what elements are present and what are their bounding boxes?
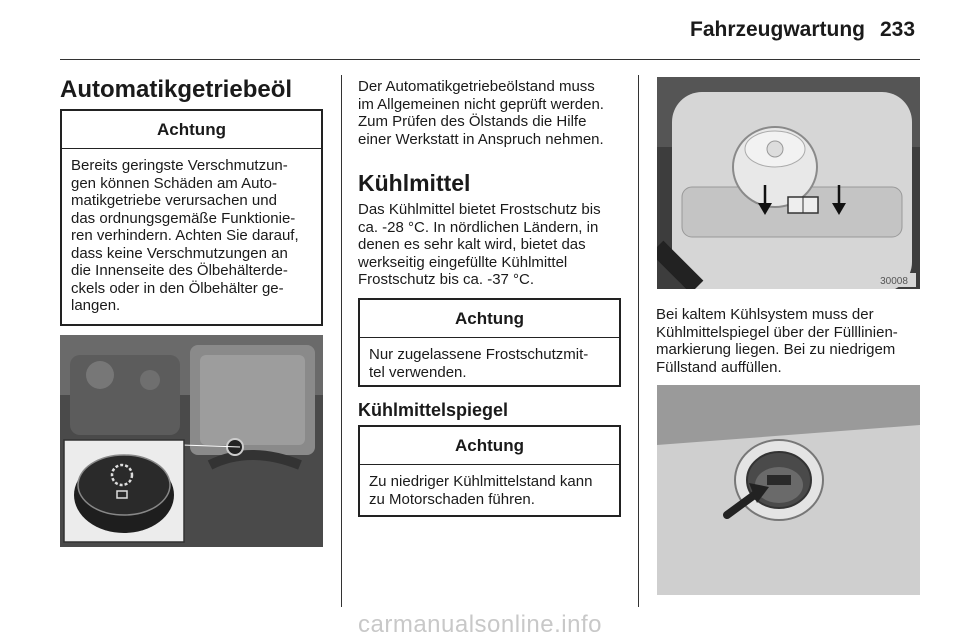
coolant-fill-neck-photo — [657, 385, 920, 595]
coolant-reservoir-photo — [657, 77, 920, 289]
warning-line: zu Motorschaden führen. — [369, 490, 535, 508]
warning-line: das ordnungsgemäße Funktionie- — [71, 209, 296, 227]
text-line: werkseitig eingefüllte Kühlmittel — [358, 253, 568, 271]
warning-box-transmission — [60, 109, 323, 326]
text-line: markierung liegen. Bei zu niedrigem — [656, 341, 896, 358]
text-line: denen es sehr kalt wird, bietet das — [358, 236, 586, 253]
text-line: im Allgemeinen nicht geprüft werden. — [358, 95, 604, 113]
text-line: Kühlmittelspiegel über der Fülllinien- — [656, 323, 898, 341]
warning-title: Achtung — [360, 427, 619, 465]
watermark: carmanualsonline.info — [358, 611, 602, 638]
warning-title: Achtung — [360, 300, 619, 338]
warning-text — [360, 338, 619, 381]
header-rule — [60, 59, 920, 60]
warning-line: tel verwenden. — [369, 363, 467, 381]
coolant-level-paragraph — [656, 306, 898, 376]
warning-line: ren verhindern. Achten Sie darauf, — [71, 227, 299, 244]
warning-text — [360, 465, 619, 508]
text-line: Das Kühlmittel bietet Frostschutz bis — [358, 201, 601, 218]
running-header-title: Fahrzeugwartung — [690, 18, 866, 41]
transmission-oil-paragraph — [358, 78, 604, 148]
warning-line: Zu niedriger Kühlmittelstand kann — [369, 473, 593, 490]
column-divider-1 — [341, 75, 342, 607]
column-divider-2 — [638, 75, 639, 607]
warning-text — [62, 149, 321, 315]
text-line: Füllstand auffüllen. — [656, 358, 782, 376]
warning-line: Bereits geringste Verschmutzun- — [71, 157, 288, 174]
engine-bay-photo — [60, 335, 323, 547]
text-line: Der Automatikgetriebeölstand muss — [358, 78, 595, 95]
warning-line: langen. — [71, 297, 121, 314]
warning-line: matikgetriebe verursachen und — [71, 192, 277, 209]
section-heading-transmission-oil: Automatikgetriebeöl — [60, 76, 293, 103]
text-line: Frostschutz bis ca. -37 °C. — [358, 271, 535, 288]
warning-line: Nur zugelassene Frostschutzmit- — [369, 346, 589, 363]
page-number: 233 — [880, 18, 916, 41]
image-code: 30008 — [880, 276, 908, 287]
warning-line: die Innenseite des Ölbehälterde- — [71, 262, 288, 279]
warning-line: dass keine Verschmutzungen an — [71, 244, 288, 262]
coolant-paragraph — [358, 201, 601, 289]
warning-line: gen können Schäden am Auto- — [71, 174, 277, 192]
warning-title: Achtung — [62, 111, 321, 149]
text-line: Bei kaltem Kühlsystem muss der — [656, 306, 874, 323]
warning-box-coolant-level — [358, 425, 621, 517]
warning-box-antifreeze — [358, 298, 621, 387]
text-line: Zum Prüfen des Ölstands die Hilfe — [358, 113, 587, 130]
section-heading-coolant: Kühlmittel — [358, 170, 471, 196]
warning-line: ckels oder in den Ölbehälter ge- — [71, 279, 284, 297]
subheading-coolant-level: Kühlmittelspiegel — [358, 400, 509, 420]
text-line: ca. -28 °C. In nördlichen Ländern, in — [358, 218, 599, 236]
text-line: einer Werkstatt in Anspruch nehmen. — [358, 130, 604, 148]
